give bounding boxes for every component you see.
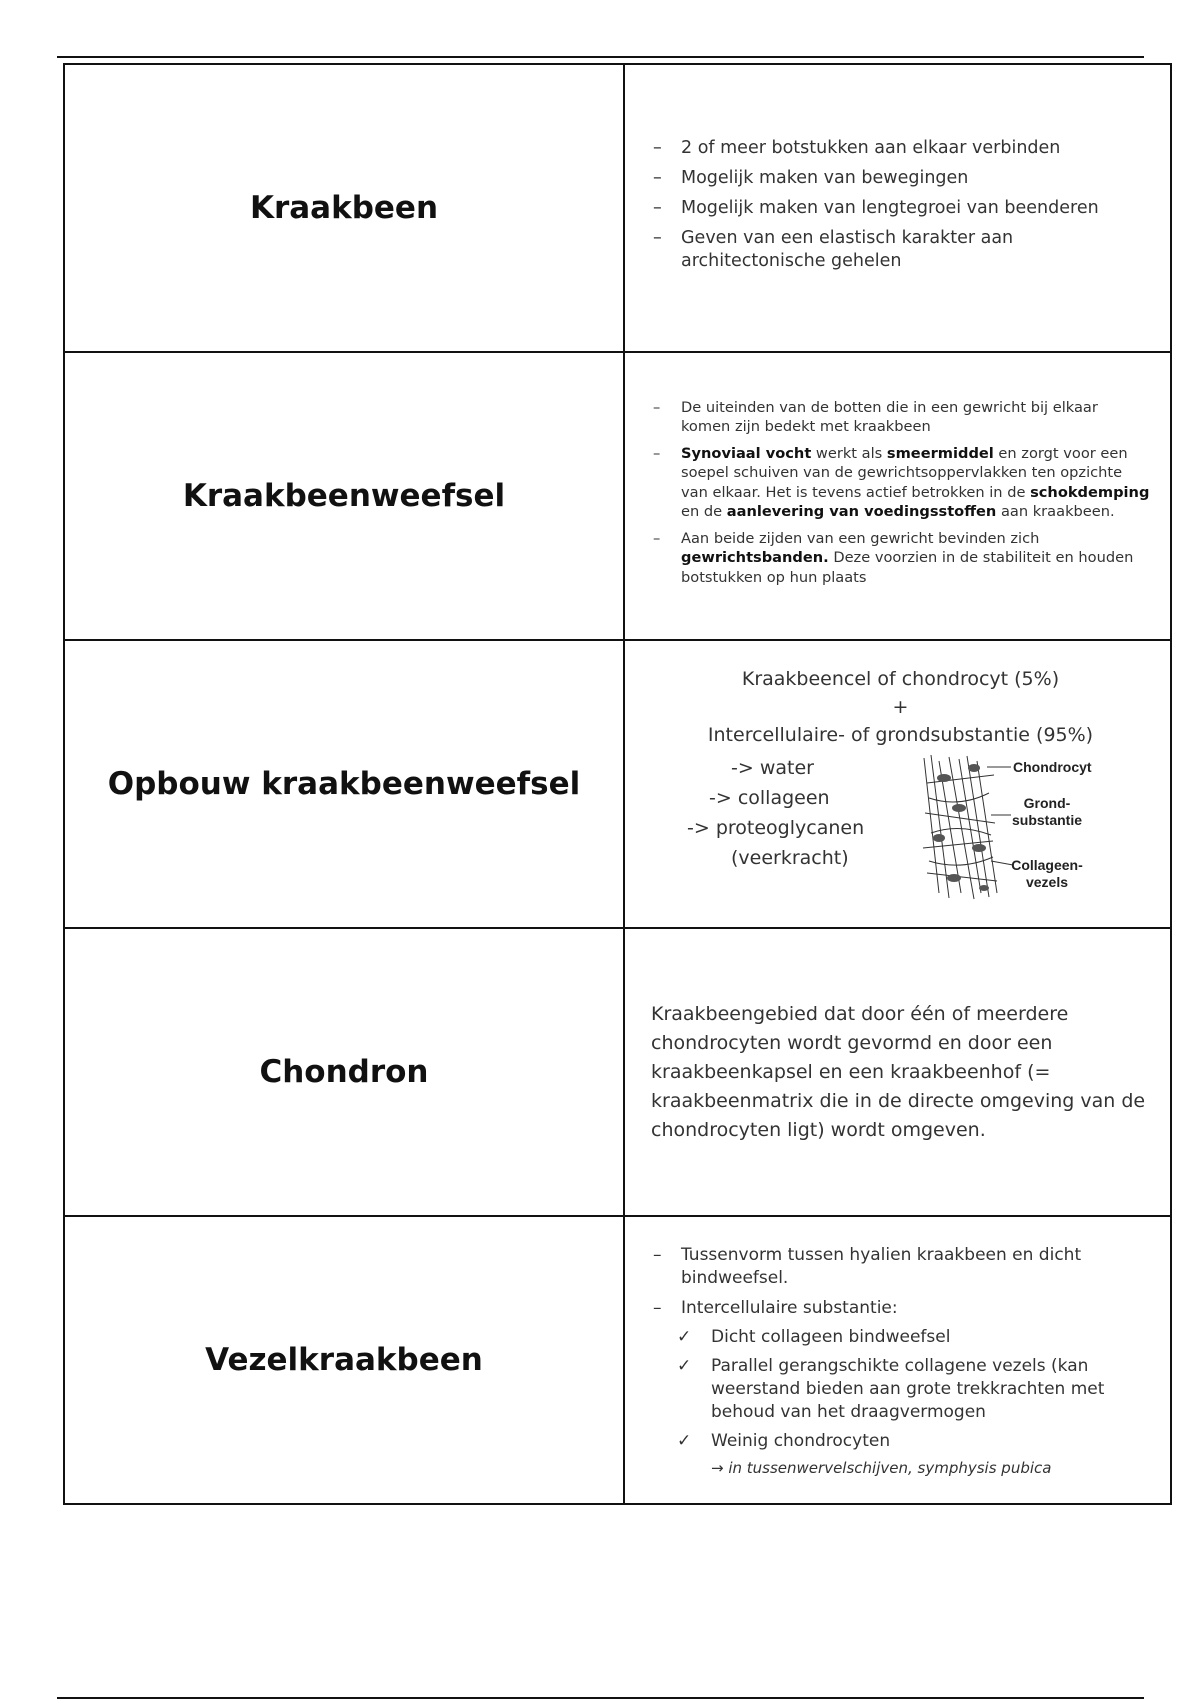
table-row: [64, 640, 1171, 928]
check-list: [651, 1326, 1150, 1453]
table-row: [64, 352, 1171, 640]
label-chondrocyt: Chondrocyt: [1013, 759, 1092, 775]
term-cell: [64, 640, 624, 928]
definition-cell: [624, 64, 1171, 352]
term-title: Vezelkraakbeen: [205, 1342, 483, 1378]
list-item: – 2 of meer botstukken aan elkaar verbinden: [651, 137, 1150, 160]
list-item: – Intercellulaire substantie:: [651, 1297, 1150, 1320]
list-item: – Mogelijk maken van lengtegroei van beenderen: [651, 197, 1150, 220]
label-vezels: vezels: [1025, 874, 1069, 890]
definition-cell: [624, 352, 1171, 640]
definition-cell: [624, 928, 1171, 1216]
check-item: ✓ Parallel gerangschikte collagene vezels (kan weerstand bieden aan grote trekkrachten met behoud van het draagvermogen: [677, 1355, 1105, 1422]
cartilage-figure: [919, 753, 1134, 903]
list-item: – De uiteinden van de botten die in een gewricht bij elkaar komen zijn bedekt met kraakbeen: [651, 398, 1150, 437]
term-cell: [64, 1216, 624, 1504]
component-item: (veerkracht): [731, 847, 849, 869]
plus-sign: +: [892, 696, 909, 718]
definition-cell: [624, 1216, 1171, 1504]
bullet-list: [651, 137, 1150, 273]
definition-cell: [624, 640, 1171, 928]
table-row: [64, 64, 1171, 352]
composition-detail: [651, 753, 1150, 903]
term-title: Opbouw kraakbeenweefsel: [107, 766, 581, 802]
label-substantie: substantie: [1011, 812, 1083, 828]
table-row: [64, 1216, 1171, 1504]
list-item: – Synoviaal vocht werkt als smeermiddel en zorgt voor een soepel schuiven van de gewrichtsoppervlakken ten opzichte van elkaar. Het is tevens actief betrokken in de schokdemping en de aanlevering van voedingsstoffen aan kraakbeen.: [651, 444, 1150, 522]
component-list: [651, 753, 911, 873]
table-row: [64, 928, 1171, 1216]
composition-line-matrix: Intercellulaire- of grondsubstantie (95%): [707, 724, 1094, 746]
checkmark-icon: ✓: [677, 1355, 692, 1376]
list-item: – Mogelijk maken van bewegingen: [651, 167, 1150, 190]
bullet-list: [651, 1244, 1150, 1320]
check-item: ✓ Weinig chondrocyten: [677, 1430, 891, 1451]
check-item: ✓ Dicht collageen bindweefsel: [677, 1326, 951, 1347]
top-rule: [57, 56, 1144, 58]
term-cell: [64, 352, 624, 640]
definition-text: Kraakbeengebied dat door één of meerdere chondrocyten wordt gevormd en door een kraakbeenkapsel en een kraakbeenhof (= kraakbeenmatrix die in de directe omgeving van de chondrocyten ligt) wordt omgeven.: [651, 1002, 1146, 1141]
example-note: → in tussenwervelschijven, symphysis pubica: [711, 1458, 1052, 1477]
component-item: -> proteoglycanen: [687, 817, 865, 839]
component-item: -> water: [731, 757, 814, 779]
term-cell: [64, 64, 624, 352]
term-title: Kraakbeen: [249, 190, 439, 226]
list-item: – Geven van een elastisch karakter aan architectonische gehelen: [651, 227, 1150, 273]
checkmark-icon: ✓: [677, 1430, 692, 1451]
component-item: -> collageen: [709, 787, 830, 809]
bottom-rule: [57, 1697, 1144, 1699]
list-item: – Tussenvorm tussen hyalien kraakbeen en dicht bindweefsel.: [651, 1244, 1150, 1290]
bullet-list: [651, 398, 1150, 588]
term-cell: [64, 928, 624, 1216]
term-title: Kraakbeenweefsel: [182, 478, 506, 514]
composition-line-cell: Kraakbeencel of chondrocyt (5%): [741, 668, 1060, 690]
term-title: Chondron: [259, 1054, 429, 1090]
flashcard-table: [63, 63, 1172, 1505]
list-item: – Aan beide zijden van een gewricht bevinden zich gewrichtsbanden. Deze voorzien in de stabiliteit en houden botstukken op hun plaats: [651, 529, 1150, 588]
label-grond: Grond-: [1023, 795, 1071, 811]
checkmark-icon: ✓: [677, 1326, 692, 1347]
label-collageen: Collageen-: [1011, 857, 1083, 873]
